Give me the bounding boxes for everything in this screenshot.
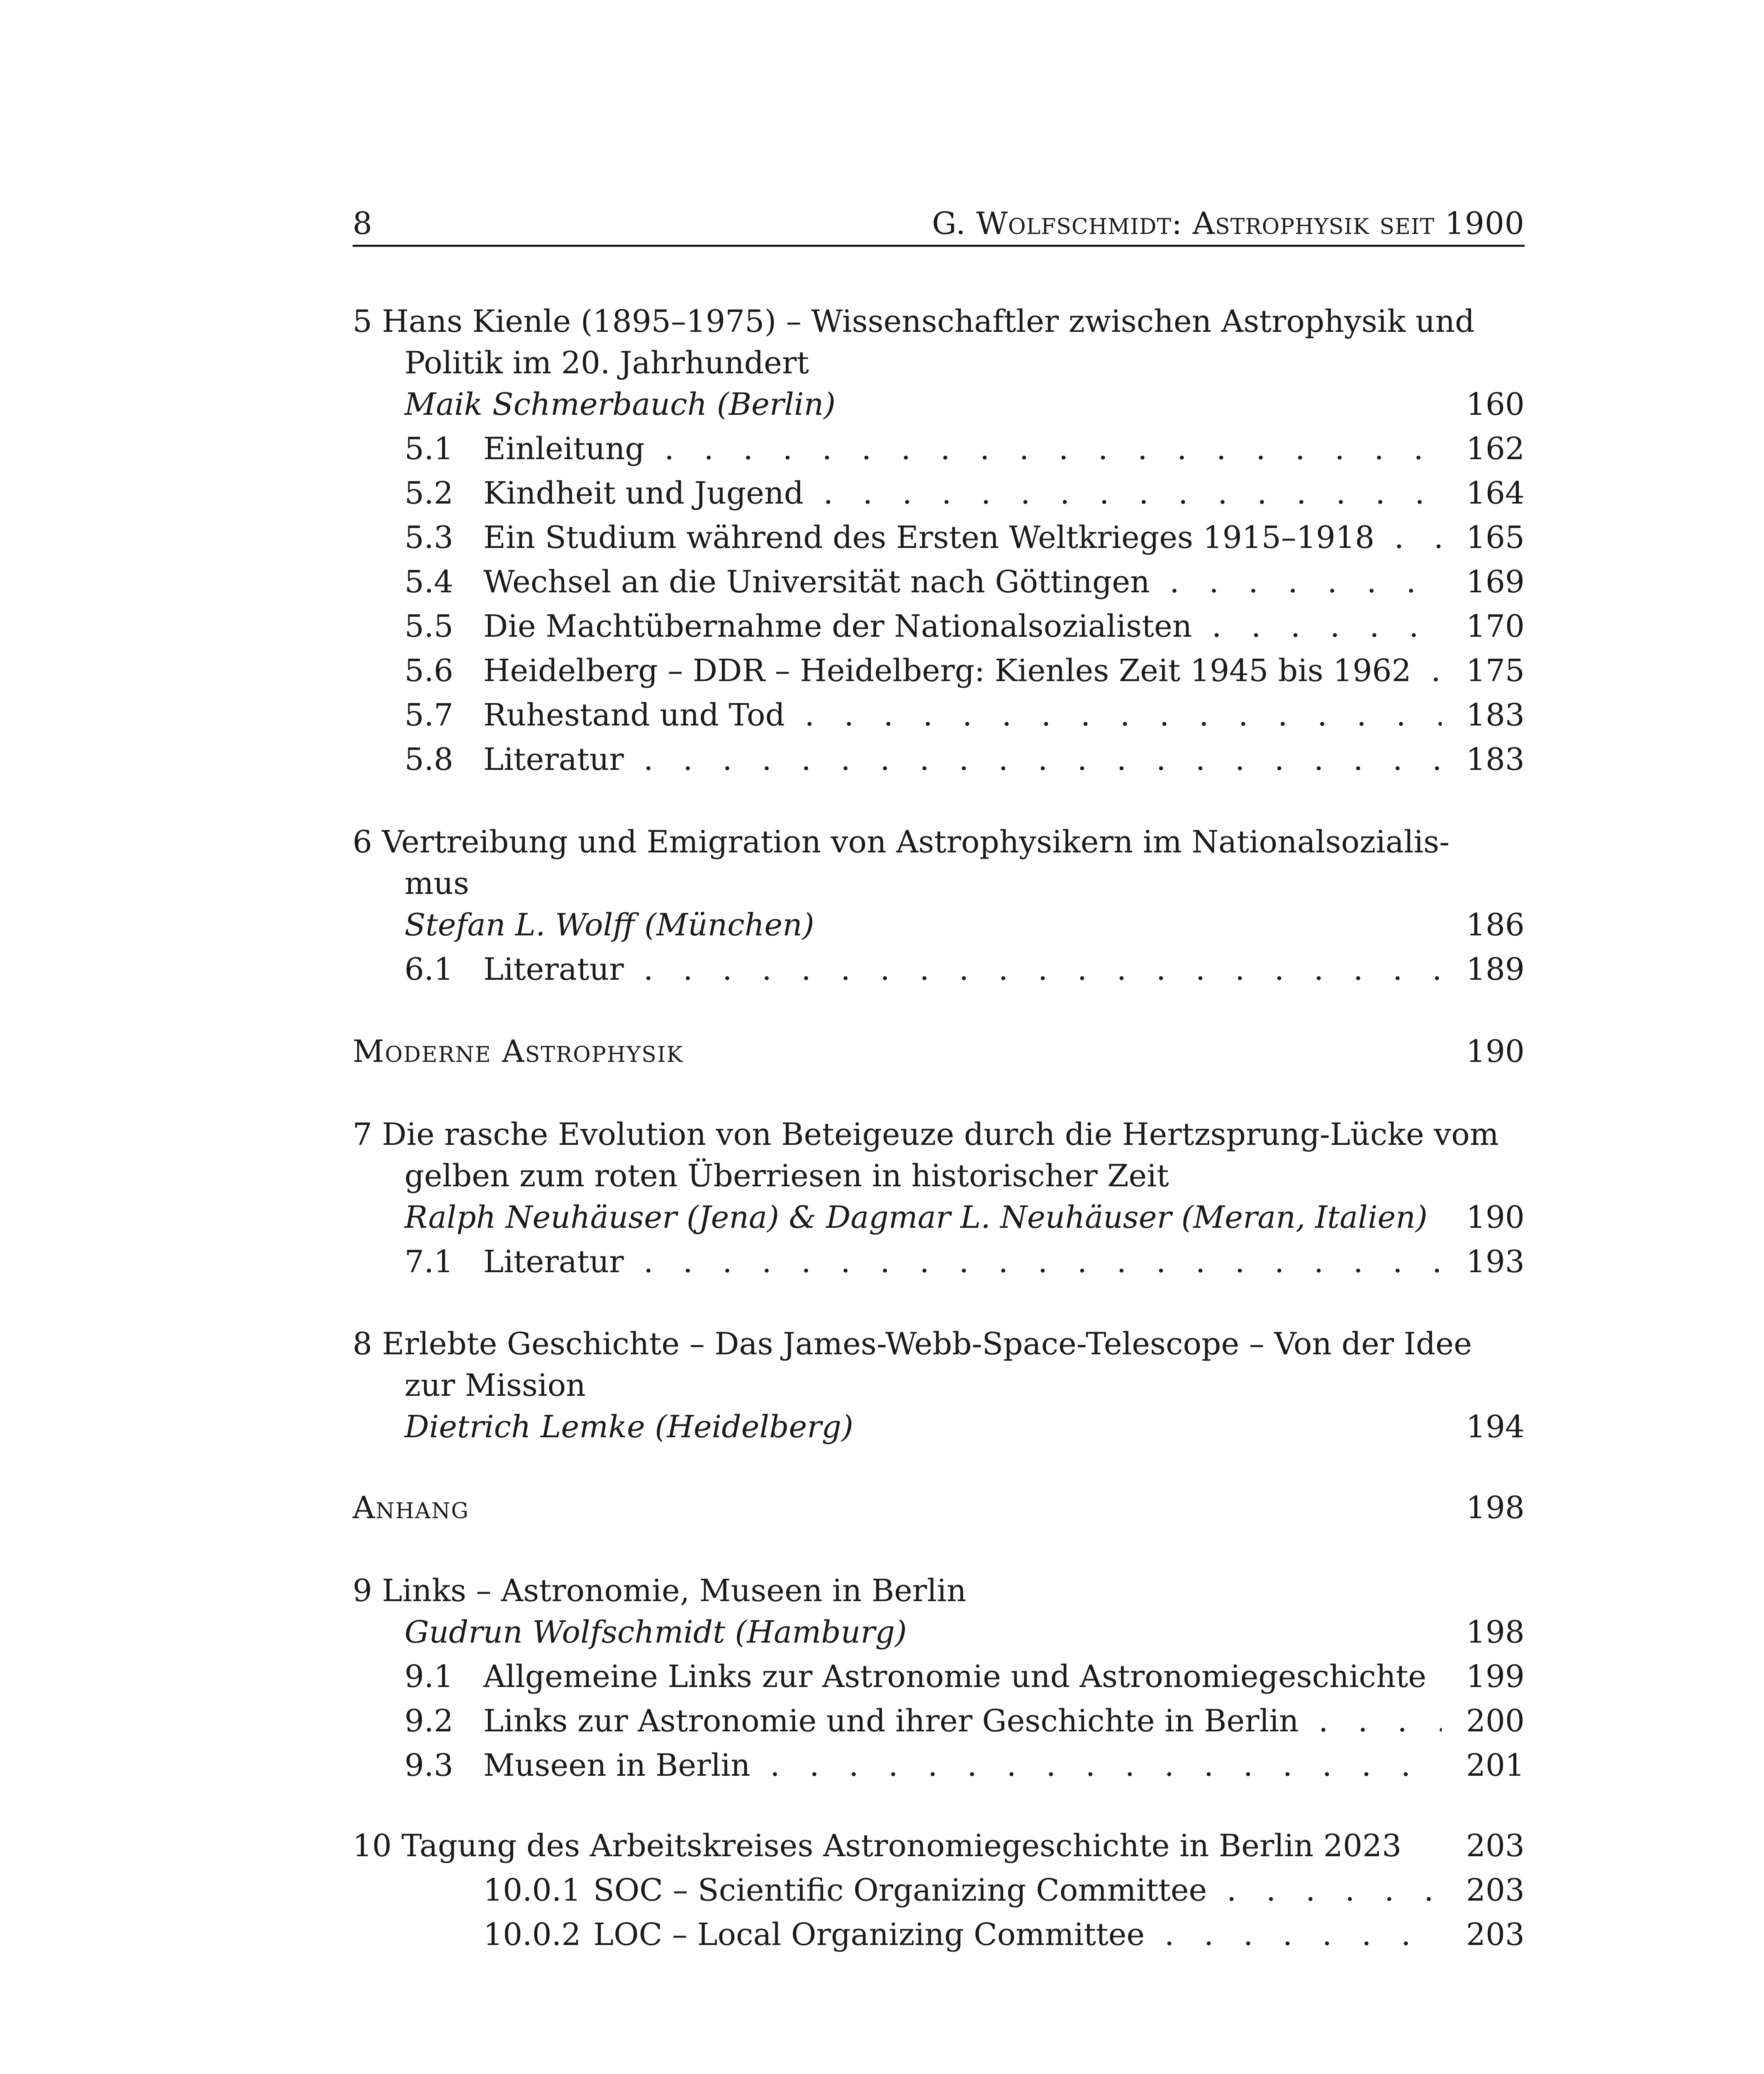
toc-entry-9-3[interactable]: 9.3 Museen in Berlin . . . 201 bbox=[404, 1745, 1525, 1786]
toc-entry-10-0-1[interactable]: 10.0.1 SOC – Scientific Organizing Committee . . . 203 bbox=[483, 1870, 1525, 1911]
running-title: G. Wolfschmidt: Astrophysik seit 1900 bbox=[932, 206, 1525, 241]
toc-entry-5-4[interactable]: 5.4 Wechsel an die Universität nach Göttingen . . . 169 bbox=[404, 561, 1525, 603]
chapter-9-title[interactable]: 9 Links – Astronomie, Museen in Berlin bbox=[353, 1573, 967, 1609]
part-moderne-astrophysik[interactable]: Moderne Astrophysik 190 bbox=[353, 1034, 1525, 1069]
toc-entry-5-1[interactable]: 5.1 Einleitung . . . 162 bbox=[404, 428, 1525, 470]
page-number: 8 bbox=[353, 206, 373, 241]
chapter-7-author: Ralph Neuhäuser (Jena) & Dagmar L. Neuhäuser (Meran, Italien) 190 bbox=[404, 1200, 1525, 1235]
toc-entry-7-1[interactable]: 7.1 Literatur . . . 193 bbox=[404, 1241, 1525, 1283]
chapter-6-author: Stefan L. Wolff (München) 186 bbox=[404, 907, 1525, 943]
toc-entry-5-6[interactable]: 5.6 Heidelberg – DDR – Heidelberg: Kienles Zeit 1945 bis 1962 . . . 175 bbox=[404, 650, 1525, 691]
chapter-6-title-line-1[interactable]: 6 Vertreibung und Emigration von Astrophysikern im Nationalsozialis- bbox=[353, 824, 1450, 860]
chapter-7-title-line-1[interactable]: 7 Die rasche Evolution von Beteigeuze durch die Hertzsprung-Lücke vom bbox=[353, 1117, 1499, 1152]
toc-entry-10-0-2[interactable]: 10.0.2 LOC – Local Organizing Committee . . . 203 bbox=[483, 1914, 1525, 1955]
toc-entry-5-8[interactable]: 5.8 Literatur . . . 183 bbox=[404, 739, 1525, 780]
chapter-8-author: Dietrich Lemke (Heidelberg) 194 bbox=[404, 1409, 1525, 1445]
toc-entry-5-2[interactable]: 5.2 Kindheit und Jugend . . . 164 bbox=[404, 472, 1525, 514]
chapter-7-title-line-2[interactable]: gelben zum roten Überriesen in historischer Zeit bbox=[404, 1158, 1169, 1194]
book-page bbox=[353, 199, 1525, 1952]
toc-entry-9-1[interactable]: 9.1 Allgemeine Links zur Astronomie und Astronomiegeschichte . . . 199 bbox=[404, 1656, 1525, 1697]
chapter-9-author: Gudrun Wolfschmidt (Hamburg) 198 bbox=[404, 1614, 1525, 1650]
page-ref: 160 bbox=[1466, 387, 1525, 422]
toc-entry-6-1[interactable]: 6.1 Literatur . . . 189 bbox=[404, 949, 1525, 990]
running-header bbox=[353, 199, 1525, 247]
chapter-5-author: Maik Schmerbauch (Berlin) 160 bbox=[404, 384, 1525, 425]
toc-entry-5-7[interactable]: 5.7 Ruhestand und Tod . . . 183 bbox=[404, 694, 1525, 736]
chapter-8-title-line-1[interactable]: 8 Erlebte Geschichte – Das James-Webb-Space-Telescope – Von der Idee bbox=[353, 1326, 1472, 1362]
chapter-6-title-line-2[interactable]: mus bbox=[404, 866, 469, 901]
toc-entry-5-5[interactable]: 5.5 Die Machtübernahme der Nationalsozialisten . . . 170 bbox=[404, 606, 1525, 647]
toc-entry-5-3[interactable]: 5.3 Ein Studium während des Ersten Weltkrieges 1915–1918 . . . 165 bbox=[404, 517, 1525, 558]
chapter-10-title[interactable]: 10 Tagung des Arbeitskreises Astronomiegeschichte in Berlin 2023 203 bbox=[353, 1828, 1525, 1864]
chapter-5-title-line-1[interactable]: 5 Hans Kienle (1895–1975) – Wissenschaftler zwischen Astrophysik und bbox=[353, 304, 1475, 339]
toc-entry-9-2[interactable]: 9.2 Links zur Astronomie und ihrer Geschichte in Berlin . . . 200 bbox=[404, 1700, 1525, 1742]
part-anhang[interactable]: Anhang 198 bbox=[353, 1490, 1525, 1526]
chapter-8-title-line-2[interactable]: zur Mission bbox=[404, 1368, 586, 1403]
chapter-5-title-line-2[interactable]: Politik im 20. Jahrhundert bbox=[404, 345, 809, 381]
